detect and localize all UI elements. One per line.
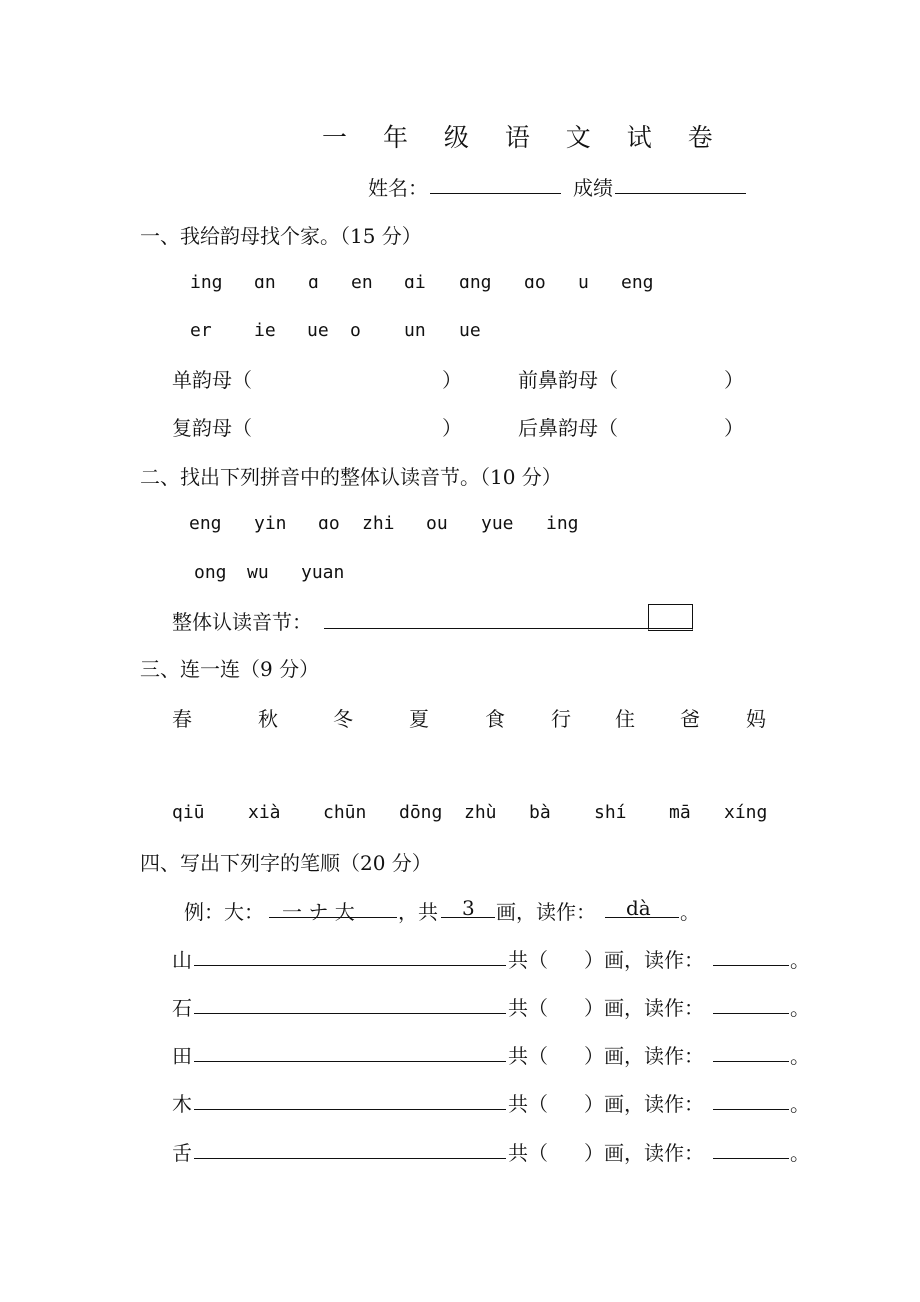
example-hua: 画，读作： — [496, 900, 596, 924]
pinyin-item[interactable]: xíng — [724, 802, 768, 823]
stroke-order-line[interactable] — [194, 965, 506, 966]
score-label: 成绩 — [573, 176, 613, 200]
hanzi-item[interactable]: 食 — [485, 707, 505, 731]
pinyin-item: yin — [254, 513, 287, 534]
name-label: 姓名： — [368, 176, 428, 200]
pinyin-item: en — [351, 272, 373, 293]
period: 。 — [790, 996, 810, 1020]
stroke-order-line[interactable] — [194, 1158, 506, 1159]
stroke-char: 田 — [172, 1044, 192, 1068]
hanzi-item[interactable]: 夏 — [409, 707, 429, 731]
stroke-char: 木 — [172, 1092, 192, 1116]
pinyin-item: yue — [481, 513, 514, 534]
gong-label: 共（ — [508, 996, 548, 1020]
section2-heading: 二、找出下列拼音中的整体认读音节。（10 分） — [140, 465, 562, 489]
pinyin-item[interactable]: bà — [529, 802, 551, 823]
period: 。 — [790, 1141, 810, 1165]
hua-label: ）画，读作： — [584, 1141, 704, 1165]
stroke-char: 石 — [172, 996, 192, 1020]
example-prefix: 例：大： — [184, 900, 264, 924]
pinyin-item: ɑo — [318, 513, 340, 534]
stroke-order-line[interactable] — [194, 1109, 506, 1110]
example-strokes: 一 ナ 大 — [282, 900, 355, 924]
gong-label: 共（ — [508, 1044, 548, 1068]
pinyin-item: ɑn — [254, 272, 276, 293]
pinyin-item: zhi — [362, 513, 395, 534]
pinyin-item: ɑng — [459, 272, 492, 293]
close-paren: ） — [442, 416, 462, 440]
pinyin-item: ie — [254, 320, 276, 341]
stroke-char: 山 — [172, 948, 192, 972]
hanzi-item[interactable]: 行 — [551, 707, 571, 731]
pinyin-item: ue — [307, 320, 329, 341]
pinyin-item: ɑ — [308, 272, 319, 293]
stroke-order-line[interactable] — [194, 1061, 506, 1062]
pinyin-item: ɑo — [524, 272, 546, 293]
pinyin-item: u — [578, 272, 589, 293]
pinyin-item: un — [404, 320, 426, 341]
pinyin-item: ong — [194, 562, 227, 583]
page-title: 一 年 级 语 文 试 卷 — [322, 123, 727, 152]
hanzi-item[interactable]: 住 — [615, 707, 635, 731]
pinyin-item: ue — [459, 320, 481, 341]
example-count-line — [441, 917, 495, 918]
answer-box[interactable] — [648, 604, 693, 631]
pinyin-item: yuan — [301, 562, 345, 583]
hua-label: ）画，读作： — [584, 948, 704, 972]
pinyin-item: ɑi — [404, 272, 426, 293]
name-field[interactable] — [430, 193, 561, 194]
hua-label: ）画，读作： — [584, 1092, 704, 1116]
pinyin-item: wu — [247, 562, 269, 583]
hua-label: ）画，读作： — [584, 996, 704, 1020]
hanzi-item[interactable]: 春 — [172, 707, 192, 731]
pinyin-item[interactable]: chūn — [323, 802, 367, 823]
example-end: 。 — [680, 900, 700, 924]
score-field[interactable] — [615, 193, 746, 194]
example-reading: dà — [626, 896, 651, 920]
zhengti-label: 整体认读音节： — [172, 610, 312, 634]
section4-heading: 四、写出下列字的笔顺（20 分） — [140, 851, 432, 875]
stroke-char: 舌 — [172, 1141, 192, 1165]
pinyin-item: eng — [189, 513, 222, 534]
close-paren: ） — [724, 416, 744, 440]
pinyin-item[interactable]: mā — [669, 802, 691, 823]
zhengti-answer-line[interactable] — [324, 628, 648, 629]
close-paren: ） — [724, 368, 744, 392]
hanzi-item[interactable]: 爸 — [680, 707, 700, 731]
reading-line[interactable] — [713, 1013, 789, 1014]
pinyin-item: ing — [546, 513, 579, 534]
pinyin-item[interactable]: qiū — [172, 802, 205, 823]
pinyin-item[interactable]: xià — [248, 802, 281, 823]
reading-line[interactable] — [713, 1158, 789, 1159]
hanzi-item[interactable]: 妈 — [746, 707, 766, 731]
pinyin-item: o — [350, 320, 361, 341]
reading-line[interactable] — [713, 1109, 789, 1110]
example-reading-line — [605, 917, 679, 918]
pinyin-item: er — [190, 320, 212, 341]
period: 。 — [790, 948, 810, 972]
hua-label: ）画，读作： — [584, 1044, 704, 1068]
pinyin-item: ou — [426, 513, 448, 534]
reading-line[interactable] — [713, 1061, 789, 1062]
pinyin-item[interactable]: shí — [594, 802, 627, 823]
stroke-order-line[interactable] — [194, 1013, 506, 1014]
section1-heading: 一、我给韵母找个家。（15 分） — [140, 224, 422, 248]
example-strokes-line — [269, 917, 397, 918]
gong-label: 共（ — [508, 948, 548, 972]
section3-heading: 三、连一连（9 分） — [140, 657, 320, 681]
qian-bi-yunmu-label: 前鼻韵母（ — [518, 368, 618, 392]
fu-yunmu-label: 复韵母（ — [172, 416, 252, 440]
pinyin-item[interactable]: dōng — [399, 802, 443, 823]
gong-label: 共（ — [508, 1141, 548, 1165]
reading-line[interactable] — [713, 965, 789, 966]
period: 。 — [790, 1044, 810, 1068]
hanzi-item[interactable]: 冬 — [333, 707, 353, 731]
pinyin-item: eng — [621, 272, 654, 293]
hanzi-item[interactable]: 秋 — [258, 707, 278, 731]
pinyin-item: ing — [190, 272, 223, 293]
example-gong: ，共 — [398, 900, 438, 924]
dan-yunmu-label: 单韵母（ — [172, 368, 252, 392]
pinyin-item[interactable]: zhù — [464, 802, 497, 823]
gong-label: 共（ — [508, 1092, 548, 1116]
hou-bi-yunmu-label: 后鼻韵母（ — [518, 416, 618, 440]
example-count: 3 — [462, 896, 475, 920]
period: 。 — [790, 1092, 810, 1116]
close-paren: ） — [442, 368, 462, 392]
